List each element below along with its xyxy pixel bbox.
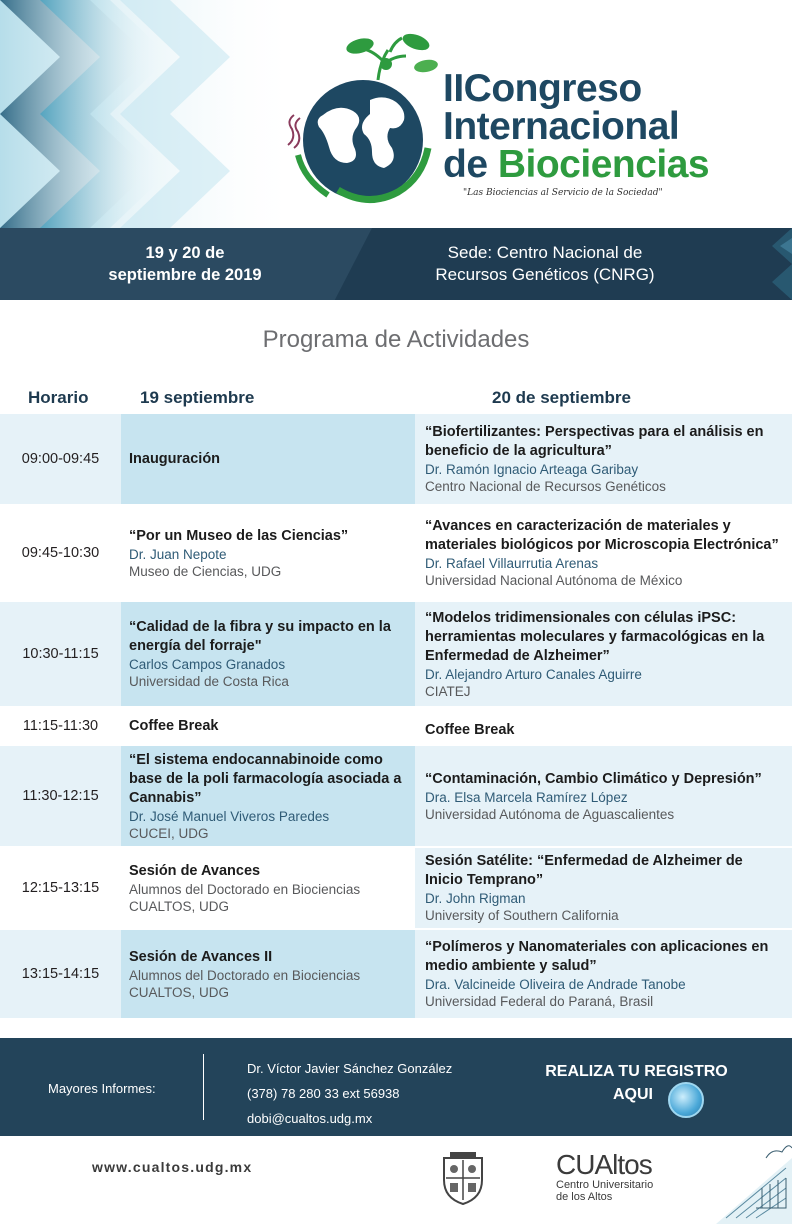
website-link[interactable]: www.cualtos.udg.mx [92, 1159, 253, 1175]
speaker-name: Carlos Campos Granados [129, 657, 286, 672]
time-cell: 13:15-14:15 [0, 930, 121, 1018]
globe-neuron-logo [278, 30, 448, 210]
header [0, 0, 792, 228]
contact-phone: (378) 78 280 33 ext 56938 [247, 1086, 400, 1101]
table-row [0, 848, 792, 930]
venue-line-1: Sede: Centro Nacional de [447, 243, 643, 262]
date-venue-band [0, 228, 792, 300]
building-sketch-illustration [716, 1138, 792, 1224]
day1-cell [121, 930, 415, 1018]
talk-title: Sesión Satélite: “Enfermedad de Alzheimer de Inicio Temprano” [425, 853, 743, 888]
tagline: "Las Biociencias al Servicio de la Sociedad" [463, 188, 663, 198]
chevron-pattern-decoration [0, 0, 300, 228]
talk-title: “Modelos tridimensionales con células iPSC: herramientas moleculares y farmacológicas en la Enfermedad de Alzheimer” [425, 609, 765, 664]
institution: Museo de Ciencias, UDG [129, 563, 282, 579]
day2-cell [415, 746, 792, 846]
speaker-name: Dr. Rafael Villaurrutia Arenas [425, 556, 599, 571]
speaker-name: Dr. John Rigman [425, 891, 526, 906]
title-congreso: Congreso [463, 67, 642, 110]
institution: Universidad de Costa Rica [129, 674, 289, 689]
title-line-3 [443, 143, 773, 186]
table-row [0, 708, 792, 746]
contact-email[interactable]: dobi@cualtos.udg.mx [247, 1111, 373, 1126]
time-cell: 10:30-11:15 [0, 602, 121, 706]
talk-title: “Por un Museo de las Ciencias” [129, 527, 349, 544]
day1-cell [121, 708, 415, 744]
title-biociencias: Biociencias [497, 143, 710, 186]
day2-cell [415, 708, 792, 744]
talk-title: “Calidad de la fibra y su impacto en la energía del forraje" [129, 619, 391, 654]
speaker-name: Dr. Alejandro Arturo Canales Aguirre [425, 666, 642, 682]
talk-title: Sesión de Avances II [129, 948, 273, 965]
institution: Alumnos del Doctorado en Biociencias [129, 881, 361, 897]
register-globe-icon[interactable] [668, 1082, 704, 1118]
venue-line-2: Recursos Genéticos (CNRG) [435, 265, 655, 284]
contact-name: Dr. Víctor Javier Sánchez González [247, 1061, 453, 1076]
institution: University of Southern California [425, 908, 619, 923]
register-label[interactable]: REALIZA TU REGISTRO [545, 1063, 728, 1080]
talk-title: “El sistema endocannabinoide como base de la poli farmacología asociada a Cannabis” [129, 751, 402, 806]
talk-title: “Biofertilizantes: Perspectivas para el análisis en beneficio de la agricultura” [425, 424, 764, 459]
day2-cell [415, 930, 792, 1018]
program-title: Programa de Actividades [262, 326, 530, 353]
speaker-name: Dr. Ramón Ignacio Arteaga Garibay [425, 462, 639, 477]
institution: Centro Nacional de Recursos Genéticos [425, 479, 666, 494]
table-row [0, 930, 792, 1020]
schedule-table [0, 414, 792, 1020]
cualtos-logo [556, 1151, 653, 1203]
cualtos-subtitle-1: Centro Universitario [556, 1179, 654, 1191]
event-dates [70, 242, 300, 286]
footer-divider [203, 1054, 204, 1120]
talk-title: Coffee Break [129, 717, 219, 734]
institution: Universidad Autónoma de Aguascalientes [425, 806, 675, 822]
table-row [0, 414, 792, 506]
time-cell: 11:15-11:30 [0, 708, 121, 744]
institution: Alumnos del Doctorado en Biociencias [129, 967, 361, 983]
time-cell: 11:30-12:15 [0, 746, 121, 846]
talk-title: “Contaminación, Cambio Climático y Depresión” [425, 770, 762, 787]
speaker-name: Dra. Elsa Marcela Ramírez López [425, 789, 628, 805]
dates-line-1: 19 y 20 de [145, 244, 225, 262]
contact-info [247, 1056, 452, 1131]
talk-title: “Avances en caracterización de materiales y materiales biológicos por Microscopia Electrónica” [425, 518, 779, 553]
day2-cell [415, 414, 792, 504]
day2-cell [415, 602, 792, 706]
time-cell: 12:15-13:15 [0, 848, 121, 928]
institution: CIATEJ [425, 683, 471, 699]
title-roman-numeral: II [443, 67, 464, 110]
institution: Universidad Nacional Autónoma de México [425, 573, 683, 588]
talk-title: Sesión de Avances [129, 862, 261, 879]
talk-title: Inauguración [129, 450, 221, 467]
event-venue [400, 242, 690, 286]
day1-cell [121, 848, 415, 928]
title-line-2: Internacional [443, 105, 680, 148]
talk-title: “Polímeros y Nanomateriales con aplicaciones en medio ambiente y salud” [425, 939, 769, 974]
band-chevron-decoration [752, 228, 792, 300]
table-row [0, 602, 792, 708]
contact-footer [0, 1038, 792, 1136]
register-here-link[interactable]: AQUI [613, 1086, 653, 1103]
time-cell: 09:00-09:45 [0, 414, 121, 504]
title-line-1 [443, 67, 773, 110]
table-row [0, 746, 792, 848]
cualtos-name: CUAltos [556, 1149, 652, 1180]
title-de: de [443, 143, 488, 186]
table-row [0, 506, 792, 602]
column-header-horario: Horario [28, 388, 89, 407]
congress-title [443, 67, 773, 198]
day1-cell [121, 506, 415, 600]
talk-title: Coffee Break [425, 722, 515, 738]
cualtos-subtitle-2: de los Altos [556, 1191, 613, 1203]
day2-cell [415, 848, 792, 928]
dates-line-2: septiembre de 2019 [108, 266, 262, 284]
more-info-label: Mayores Informes: [48, 1081, 156, 1096]
day2-cell [415, 506, 792, 600]
institution-line-2: CUALTOS, UDG [129, 898, 230, 914]
day1-cell [121, 602, 415, 706]
udg-seal-logo [440, 1150, 486, 1206]
column-header-day2: 20 de septiembre [492, 388, 631, 407]
speaker-name: Dra. Valcineide Oliveira de Andrade Tanobe [425, 977, 686, 992]
column-header-day1: 19 septiembre [140, 388, 255, 407]
speaker-name: Dr. José Manuel Viveros Paredes [129, 808, 330, 824]
speaker-name: Dr. Juan Nepote [129, 546, 227, 562]
institution: Universidad Federal do Paraná, Brasil [425, 994, 654, 1009]
institution: CUCEI, UDG [129, 825, 209, 841]
time-cell: 09:45-10:30 [0, 506, 121, 600]
institution-line-2: CUALTOS, UDG [129, 984, 230, 1000]
day1-cell [121, 414, 415, 504]
day1-cell [121, 746, 415, 846]
